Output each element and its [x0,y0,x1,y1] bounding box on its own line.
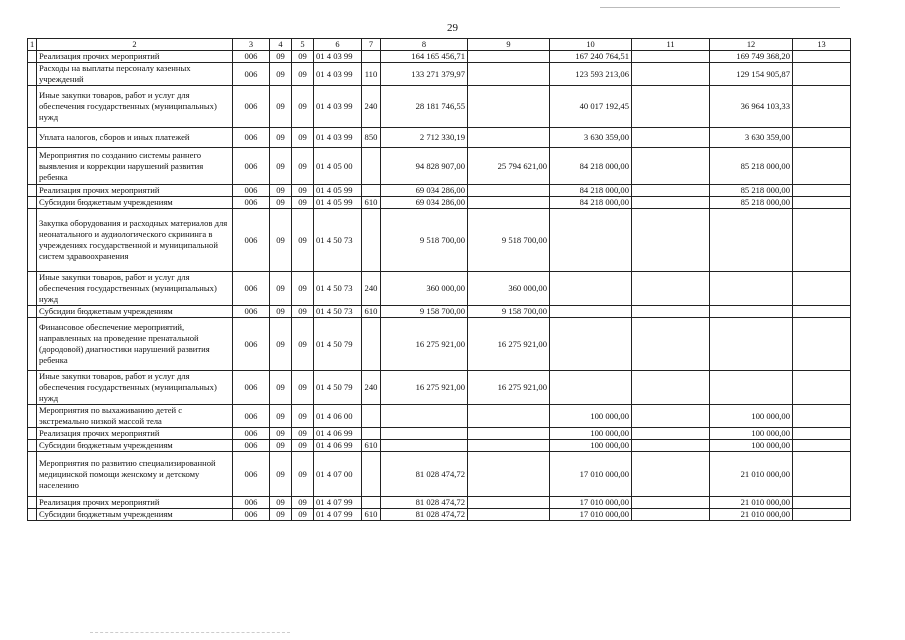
budget-table [27,38,851,521]
section-code-cell: 09 [270,306,292,318]
amount-col11-cell [632,197,710,209]
section-code-cell: 09 [270,197,292,209]
amount-col12-cell: 85 218 000,00 [710,185,793,197]
expense-type-cell [362,405,381,428]
row-name-cell: Реализация прочих мероприятий [37,497,233,509]
ministry-code-cell: 006 [233,197,270,209]
subsection-code-cell: 09 [292,371,314,405]
amount-col10-cell [550,371,632,405]
amount-col11-cell [632,209,710,272]
table-row [28,148,851,185]
row-index-cell [28,86,37,128]
col-header: 11 [632,39,710,51]
row-name-cell: Уплата налогов, сборов и иных платежей [37,128,233,148]
amount-col9-cell [468,86,550,128]
amount-col12-cell: 100 000,00 [710,428,793,440]
amount-col8-cell: 69 034 286,00 [381,185,468,197]
amount-col11-cell [632,306,710,318]
expense-type-cell: 240 [362,371,381,405]
amount-col8-cell: 164 165 456,71 [381,51,468,63]
subsection-code-cell: 09 [292,497,314,509]
amount-col9-cell [468,428,550,440]
amount-col11-cell [632,86,710,128]
amount-col13-cell [793,63,851,86]
section-code-cell: 09 [270,185,292,197]
row-name-cell: Мероприятия по развитию специализированной медицинской помощи женскому и детскому населению [37,452,233,497]
subsection-code-cell: 09 [292,148,314,185]
subsection-code-cell: 09 [292,318,314,371]
row-name-cell: Мероприятия по выхаживанию детей с экстремально низкой массой тела [37,405,233,428]
target-article-cell: 01 4 05 00 [314,148,362,185]
row-index-cell [28,185,37,197]
amount-col11-cell [632,148,710,185]
amount-col13-cell [793,440,851,452]
ministry-code-cell: 006 [233,148,270,185]
amount-col9-cell [468,63,550,86]
amount-col9-cell [468,452,550,497]
amount-col11-cell [632,428,710,440]
amount-col10-cell [550,306,632,318]
table-row [28,272,851,306]
target-article-cell: 01 4 03 99 [314,51,362,63]
amount-col13-cell [793,148,851,185]
ministry-code-cell: 006 [233,509,270,521]
ministry-code-cell: 006 [233,371,270,405]
ministry-code-cell: 006 [233,272,270,306]
subsection-code-cell: 09 [292,128,314,148]
amount-col8-cell [381,428,468,440]
col-header: 7 [362,39,381,51]
amount-col10-cell: 3 630 359,00 [550,128,632,148]
section-code-cell: 09 [270,371,292,405]
amount-col13-cell [793,497,851,509]
amount-col11-cell [632,405,710,428]
section-code-cell: 09 [270,405,292,428]
row-index-cell [28,51,37,63]
amount-col8-cell: 28 181 746,55 [381,86,468,128]
target-article-cell: 01 4 50 73 [314,272,362,306]
amount-col8-cell [381,405,468,428]
expense-type-cell: 610 [362,509,381,521]
table-row [28,128,851,148]
amount-col10-cell: 84 218 000,00 [550,197,632,209]
row-name-cell: Субсидии бюджетным учреждениям [37,509,233,521]
expense-type-cell [362,185,381,197]
amount-col10-cell: 40 017 192,45 [550,86,632,128]
amount-col9-cell [468,405,550,428]
expense-type-cell: 610 [362,197,381,209]
target-article-cell: 01 4 50 79 [314,318,362,371]
amount-col13-cell [793,452,851,497]
section-code-cell: 09 [270,452,292,497]
amount-col10-cell: 17 010 000,00 [550,509,632,521]
row-index-cell [28,128,37,148]
subsection-code-cell: 09 [292,452,314,497]
row-index-cell [28,405,37,428]
table-row [28,63,851,86]
row-name-cell: Закупка оборудования и расходных материалов для неонатального и аудиологического скрининга в учреждениях государственной и муниципальной систем здравоохранения [37,209,233,272]
amount-col8-cell: 81 028 474,72 [381,509,468,521]
amount-col8-cell: 9 518 700,00 [381,209,468,272]
ministry-code-cell: 006 [233,318,270,371]
amount-col9-cell [468,185,550,197]
row-name-cell: Мероприятия по созданию системы раннего выявления и коррекции нарушений развития ребенка [37,148,233,185]
amount-col10-cell: 100 000,00 [550,405,632,428]
amount-col10-cell: 123 593 213,06 [550,63,632,86]
row-name-cell: Субсидии бюджетным учреждениям [37,197,233,209]
amount-col13-cell [793,272,851,306]
amount-col9-cell: 25 794 621,00 [468,148,550,185]
subsection-code-cell: 09 [292,86,314,128]
expense-type-cell [362,497,381,509]
row-index-cell [28,371,37,405]
top-rule [600,7,840,8]
amount-col9-cell [468,509,550,521]
amount-col9-cell [468,497,550,509]
amount-col10-cell: 100 000,00 [550,428,632,440]
expense-type-cell: 850 [362,128,381,148]
row-name-cell: Финансовое обеспечение мероприятий, направленных на проведение пренатальной (дородовой) диагностики нарушений развития ребенка [37,318,233,371]
ministry-code-cell: 006 [233,86,270,128]
col-header: 5 [292,39,314,51]
target-article-cell: 01 4 06 00 [314,405,362,428]
amount-col12-cell: 85 218 000,00 [710,197,793,209]
amount-col13-cell [793,405,851,428]
amount-col12-cell: 100 000,00 [710,405,793,428]
ministry-code-cell: 006 [233,209,270,272]
target-article-cell: 01 4 03 99 [314,63,362,86]
col-header: 13 [793,39,851,51]
row-name-cell: Субсидии бюджетным учреждениям [37,440,233,452]
section-code-cell: 09 [270,318,292,371]
amount-col8-cell: 81 028 474,72 [381,452,468,497]
amount-col12-cell: 36 964 103,33 [710,86,793,128]
ministry-code-cell: 006 [233,428,270,440]
amount-col13-cell [793,185,851,197]
amount-col8-cell [381,440,468,452]
ministry-code-cell: 006 [233,128,270,148]
row-name-cell: Иные закупки товаров, работ и услуг для обеспечения государственных (муниципальных) нужд [37,371,233,405]
amount-col11-cell [632,51,710,63]
amount-col9-cell [468,440,550,452]
row-name-cell: Реализация прочих мероприятий [37,51,233,63]
row-name-cell: Реализация прочих мероприятий [37,185,233,197]
target-article-cell: 01 4 07 00 [314,452,362,497]
table-row [28,371,851,405]
amount-col12-cell: 21 010 000,00 [710,509,793,521]
subsection-code-cell: 09 [292,185,314,197]
target-article-cell: 01 4 06 99 [314,440,362,452]
amount-col10-cell: 84 218 000,00 [550,185,632,197]
amount-col8-cell: 133 271 379,97 [381,63,468,86]
row-index-cell [28,428,37,440]
amount-col12-cell [710,209,793,272]
row-index-cell [28,63,37,86]
amount-col11-cell [632,128,710,148]
expense-type-cell: 610 [362,306,381,318]
amount-col13-cell [793,128,851,148]
amount-col12-cell [710,272,793,306]
subsection-code-cell: 09 [292,440,314,452]
row-name-cell: Субсидии бюджетным учреждениям [37,306,233,318]
bottom-rule [90,632,290,633]
col-header: 10 [550,39,632,51]
amount-col12-cell: 100 000,00 [710,440,793,452]
table-row [28,497,851,509]
ministry-code-cell: 006 [233,405,270,428]
amount-col11-cell [632,371,710,405]
amount-col13-cell [793,509,851,521]
col-header: 2 [37,39,233,51]
amount-col13-cell [793,51,851,63]
subsection-code-cell: 09 [292,509,314,521]
table-row [28,51,851,63]
amount-col8-cell: 16 275 921,00 [381,318,468,371]
expense-type-cell: 240 [362,86,381,128]
table-row [28,86,851,128]
ministry-code-cell: 006 [233,452,270,497]
amount-col10-cell [550,272,632,306]
amount-col8-cell: 94 828 907,00 [381,148,468,185]
amount-col9-cell [468,51,550,63]
ministry-code-cell: 006 [233,185,270,197]
target-article-cell: 01 4 07 99 [314,509,362,521]
amount-col13-cell [793,306,851,318]
table-row [28,306,851,318]
subsection-code-cell: 09 [292,51,314,63]
ministry-code-cell: 006 [233,63,270,86]
target-article-cell: 01 4 50 73 [314,209,362,272]
target-article-cell: 01 4 03 99 [314,128,362,148]
table-row [28,197,851,209]
amount-col11-cell [632,63,710,86]
ministry-code-cell: 006 [233,440,270,452]
row-name-cell: Иные закупки товаров, работ и услуг для обеспечения государственных (муниципальных) нужд [37,86,233,128]
section-code-cell: 09 [270,128,292,148]
amount-col11-cell [632,318,710,371]
table-row [28,185,851,197]
section-code-cell: 09 [270,148,292,185]
expense-type-cell [362,428,381,440]
col-header: 6 [314,39,362,51]
amount-col11-cell [632,497,710,509]
amount-col10-cell [550,318,632,371]
amount-col8-cell: 81 028 474,72 [381,497,468,509]
amount-col10-cell: 17 010 000,00 [550,452,632,497]
subsection-code-cell: 09 [292,272,314,306]
amount-col11-cell [632,452,710,497]
page-number: 29 [447,22,458,34]
section-code-cell: 09 [270,272,292,306]
amount-col8-cell: 16 275 921,00 [381,371,468,405]
row-index-cell [28,440,37,452]
section-code-cell: 09 [270,63,292,86]
section-code-cell: 09 [270,51,292,63]
row-index-cell [28,509,37,521]
amount-col9-cell [468,128,550,148]
amount-col12-cell: 21 010 000,00 [710,452,793,497]
amount-col11-cell [632,440,710,452]
row-name-cell: Реализация прочих мероприятий [37,428,233,440]
amount-col9-cell: 16 275 921,00 [468,318,550,371]
target-article-cell: 01 4 06 99 [314,428,362,440]
section-code-cell: 09 [270,209,292,272]
expense-type-cell [362,51,381,63]
amount-col13-cell [793,197,851,209]
amount-col13-cell [793,318,851,371]
amount-col9-cell [468,197,550,209]
amount-col12-cell: 85 218 000,00 [710,148,793,185]
expense-type-cell [362,452,381,497]
amount-col11-cell [632,272,710,306]
expense-type-cell [362,148,381,185]
section-code-cell: 09 [270,509,292,521]
table-row [28,405,851,428]
row-index-cell [28,197,37,209]
amount-col11-cell [632,185,710,197]
amount-col10-cell: 100 000,00 [550,440,632,452]
amount-col10-cell: 84 218 000,00 [550,148,632,185]
expense-type-cell [362,209,381,272]
amount-col13-cell [793,428,851,440]
target-article-cell: 01 4 07 99 [314,497,362,509]
subsection-code-cell: 09 [292,63,314,86]
amount-col10-cell: 17 010 000,00 [550,497,632,509]
table-row [28,318,851,371]
row-index-cell [28,272,37,306]
subsection-code-cell: 09 [292,306,314,318]
target-article-cell: 01 4 50 73 [314,306,362,318]
amount-col9-cell: 9 158 700,00 [468,306,550,318]
subsection-code-cell: 09 [292,197,314,209]
amount-col12-cell: 129 154 905,87 [710,63,793,86]
amount-col8-cell: 360 000,00 [381,272,468,306]
expense-type-cell: 610 [362,440,381,452]
amount-col12-cell [710,318,793,371]
section-code-cell: 09 [270,86,292,128]
section-code-cell: 09 [270,428,292,440]
amount-col10-cell [550,209,632,272]
subsection-code-cell: 09 [292,428,314,440]
table-row [28,452,851,497]
row-index-cell [28,497,37,509]
amount-col8-cell: 9 158 700,00 [381,306,468,318]
ministry-code-cell: 006 [233,306,270,318]
row-index-cell [28,318,37,371]
amount-col12-cell: 3 630 359,00 [710,128,793,148]
col-header: 8 [381,39,468,51]
amount-col13-cell [793,371,851,405]
table-row [28,440,851,452]
amount-col12-cell [710,371,793,405]
col-header: 12 [710,39,793,51]
target-article-cell: 01 4 03 99 [314,86,362,128]
col-header: 3 [233,39,270,51]
amount-col12-cell: 21 010 000,00 [710,497,793,509]
target-article-cell: 01 4 50 79 [314,371,362,405]
expense-type-cell: 240 [362,272,381,306]
amount-col9-cell: 16 275 921,00 [468,371,550,405]
row-index-cell [28,452,37,497]
section-code-cell: 09 [270,497,292,509]
expense-type-cell: 110 [362,63,381,86]
amount-col13-cell [793,209,851,272]
table-row [28,428,851,440]
header-row [28,39,851,51]
row-index-cell [28,148,37,185]
row-index-cell [28,306,37,318]
col-header: 1 [28,39,37,51]
target-article-cell: 01 4 05 99 [314,197,362,209]
row-name-cell: Расходы на выплаты персоналу казенных учреждений [37,63,233,86]
amount-col12-cell: 169 749 368,20 [710,51,793,63]
table-row [28,209,851,272]
amount-col13-cell [793,86,851,128]
target-article-cell: 01 4 05 99 [314,185,362,197]
amount-col10-cell: 167 240 764,51 [550,51,632,63]
amount-col12-cell [710,306,793,318]
amount-col8-cell: 69 034 286,00 [381,197,468,209]
subsection-code-cell: 09 [292,405,314,428]
table-row [28,509,851,521]
section-code-cell: 09 [270,440,292,452]
col-header: 9 [468,39,550,51]
amount-col8-cell: 2 712 330,19 [381,128,468,148]
row-name-cell: Иные закупки товаров, работ и услуг для обеспечения государственных (муниципальных) нужд [37,272,233,306]
subsection-code-cell: 09 [292,209,314,272]
amount-col9-cell: 360 000,00 [468,272,550,306]
ministry-code-cell: 006 [233,51,270,63]
row-index-cell [28,209,37,272]
expense-type-cell [362,318,381,371]
ministry-code-cell: 006 [233,497,270,509]
amount-col11-cell [632,509,710,521]
col-header: 4 [270,39,292,51]
amount-col9-cell: 9 518 700,00 [468,209,550,272]
